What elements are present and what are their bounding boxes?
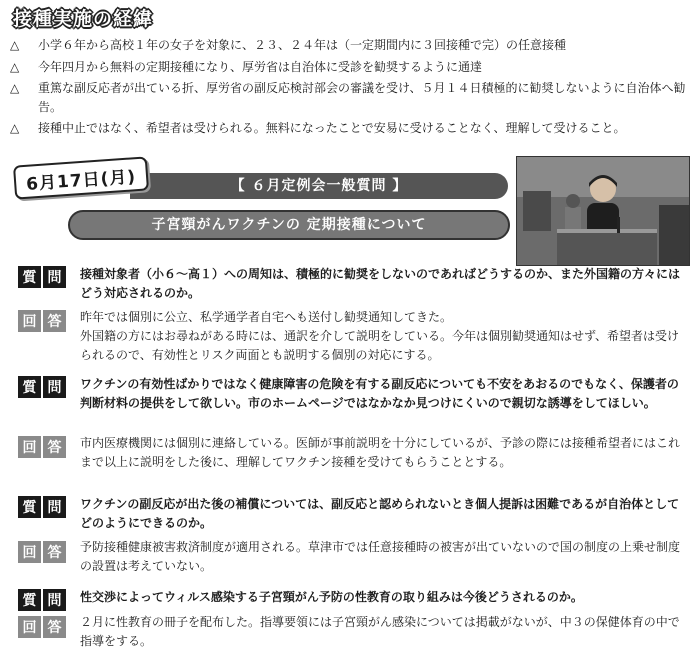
triangle-bullet-icon: △ <box>10 121 20 135</box>
question-badge: 質 問 <box>18 589 66 611</box>
assembly-photo <box>516 156 690 266</box>
answer-text: 予防接種健康被害救済制度が適用される。草津市では任意接種時の被害が出ていないので国の制度の上乗せ制度の設置は考えていない。 <box>80 540 681 573</box>
history-item: △ 重篤な副反応者が出ている折、厚労省の副反応検討部会の審議を受け、５月１４日積極的に勧奨しないように自治体へ勧告。 <box>10 81 686 114</box>
question-badge: 質 問 <box>18 376 66 398</box>
triangle-bullet-icon: △ <box>10 59 20 74</box>
answer-text: 昨年では個別に公立、私学通学者自宅へも送付し勧奨通知してきた。 外国籍の方にはお尋ねがある時には、通訳を介して説明をしている。今年は個別勧奨通知はせず、希望者は受けられるので、有効性とリスク両面とも説明する個別の対応にする。 <box>80 310 680 362</box>
question-badge: 質 問 <box>18 496 66 518</box>
speaker-photo-icon <box>517 157 689 265</box>
answer-badge: 回 答 <box>18 616 66 638</box>
question-text: ワクチンの副反応が出た後の補償については、副反応と認められないとき個人提訴は困難であるが自治体としてどのようにできるのか。 <box>80 497 680 530</box>
history-title: 接種実施の経緯 <box>13 8 154 30</box>
history-item: △ 今年四月から無料の定期接種になり、厚労省は自治体に受診を勧奨するように通達 <box>8 58 692 77</box>
answer-text: ２月に性教育の冊子を配布した。指導要領には子宮頸がん感染については掲載がないが、中３の保健体育の中で指導をする。 <box>80 615 680 648</box>
session-title: 【 ６月定例会一般質問 】 <box>230 178 408 194</box>
answer-badge: 回 答 <box>18 310 66 332</box>
date-badge: 6月17日(月) <box>13 156 149 199</box>
question-text: ワクチンの有効性ばかりではなく健康障害の危険を有する副反応についても不安をあおるのでもなく、保護者の判断材料の提供をして欲しい。市のホームページではなかなか見つけにくいので親切な誘導をしてほしい。 <box>80 377 679 410</box>
triangle-bullet-icon: △ <box>10 38 20 52</box>
question-badge: 質 問 <box>18 266 66 288</box>
history-item: △ 接種中止ではなく、希望者は受けられる。無料になったことで安易に受けることなく、理解して受けること。 <box>8 119 692 138</box>
question-text: 性交渉によってウィルス感染する子宮頸がん予防の性教育の取り組みは今後どうされるのか。 <box>80 590 583 604</box>
topic-title: 子宮頸がんワクチンの 定期接種について <box>68 210 510 240</box>
answer-badge: 回 答 <box>18 436 66 458</box>
history-list <box>8 36 692 141</box>
history-item: △ 小学６年から高校１年の女子を対象に、２３、２４年は（一定期間内に３回接種で完）の任意接種 <box>8 36 692 55</box>
answer-text: 市内医療機関には個別に連絡している。医師が事前説明を十分にしているが、予診の際には接種希望者にはこれまで以上に説明をした後に、理解してワクチン接種を受けてもらうこととする。 <box>80 436 681 469</box>
answer-badge: 回 答 <box>18 541 66 563</box>
question-text: 接種対象者（小６〜高１）への周知は、積極的に勧奨をしないのであればどうするのか、また外国籍の方々にはどう対応されるのか。 <box>80 267 681 300</box>
triangle-bullet-icon: △ <box>10 81 20 95</box>
